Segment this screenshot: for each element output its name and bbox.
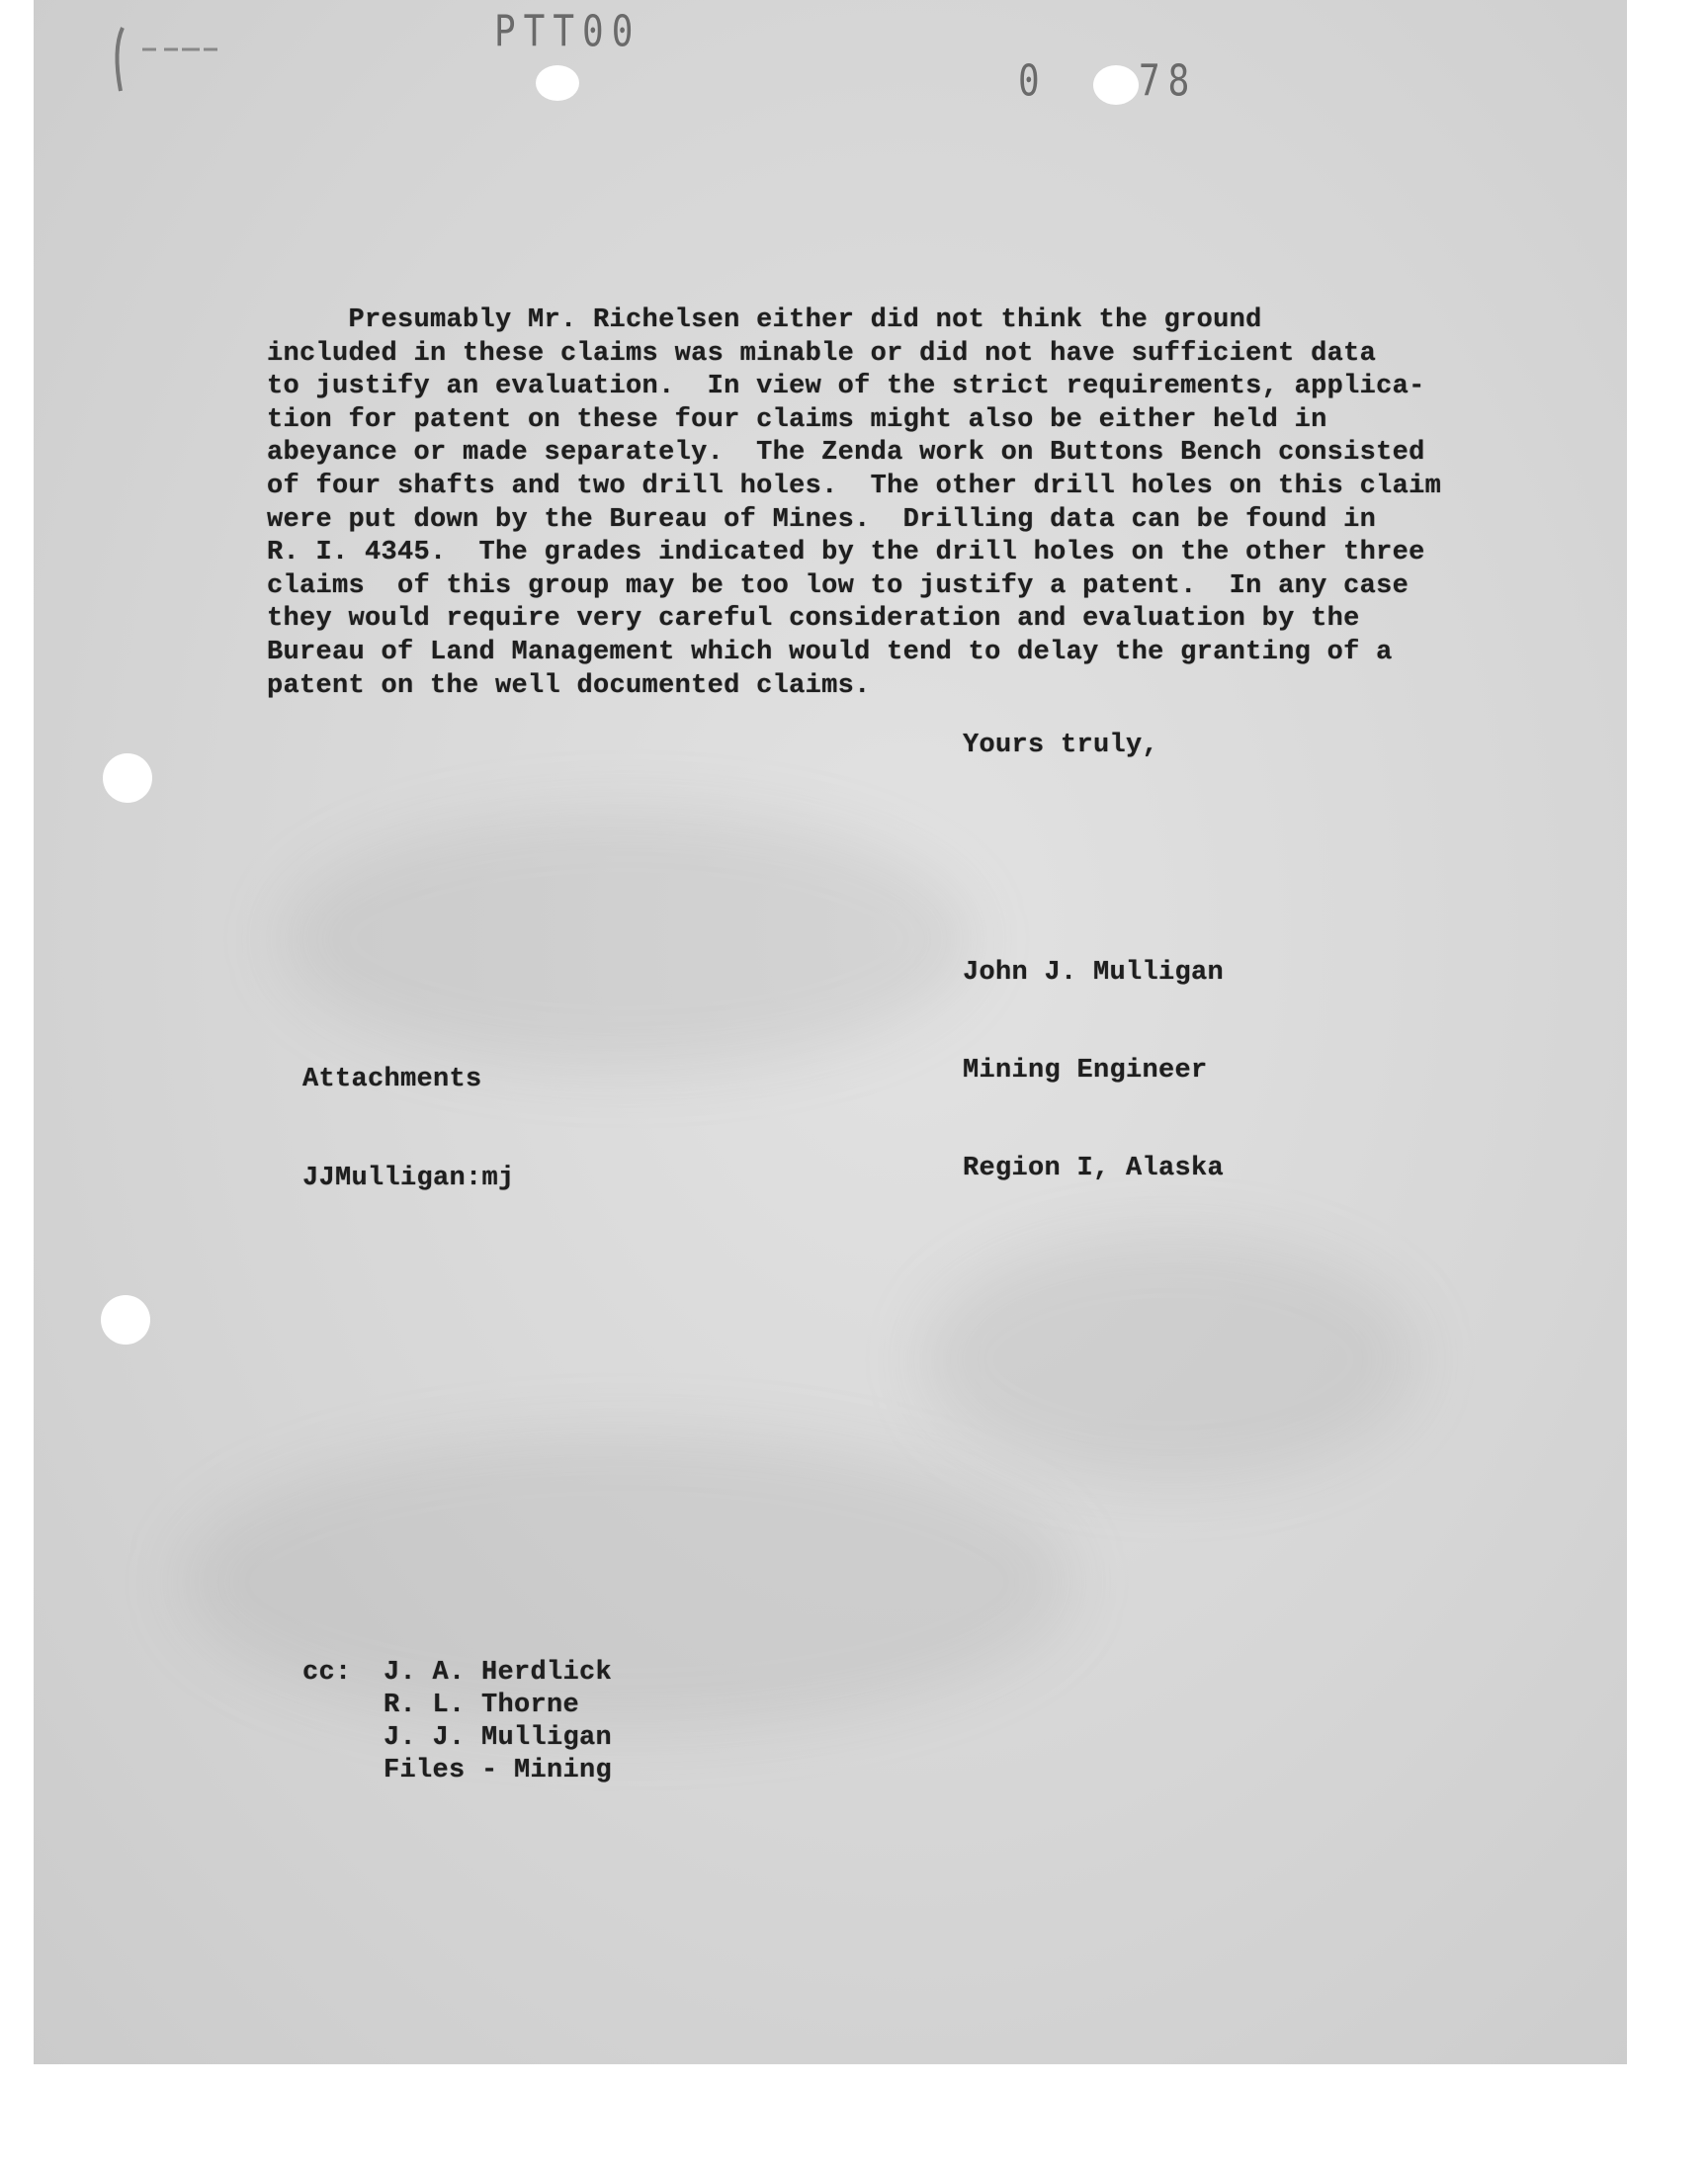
body-line: tion for patent on these four claims might also be either held in — [267, 404, 1327, 435]
top-handwritten-mark: PTT00 — [494, 7, 641, 57]
page-number-left: 0 — [1018, 56, 1048, 107]
punch-hole-top — [536, 65, 579, 101]
cc-recipient: J. J. Mulligan — [384, 1723, 613, 1753]
letter-body — [267, 304, 1502, 703]
punch-hole-left-lower — [101, 1295, 150, 1345]
cc-list — [384, 1657, 612, 1787]
body-line: included in these claims was minable or did not have sufficient data — [267, 338, 1377, 369]
signature-region: Region I, Alaska — [963, 1154, 1225, 1183]
body-line: they would require very careful consideration and evaluation by the — [267, 604, 1360, 635]
punch-hole-right-top — [1093, 65, 1139, 105]
body-line: were put down by the Bureau of Mines. Drilling data can be found in — [267, 504, 1377, 535]
punch-hole-left-middle — [103, 753, 152, 803]
body-line: R. I. 4345. The grades indicated by the drill holes on the other three — [267, 538, 1425, 568]
closing: Yours truly, — [963, 731, 1159, 760]
body-line: claims of this group may be too low to justify a patent. In any case — [267, 570, 1409, 601]
body-line: Bureau of Land Management which would tend to delay the granting of a — [267, 637, 1393, 667]
cc-label: cc: — [302, 1658, 352, 1688]
cc-recipient: R. L. Thorne — [384, 1691, 580, 1720]
body-line: Presumably Mr. Richelsen either did not think the ground — [267, 305, 1262, 335]
signature-block — [963, 892, 1224, 1218]
reference-initials: JJMulligan:mj — [302, 1164, 515, 1193]
bracket-mark — [93, 20, 241, 99]
signature-name: John J. Mulligan — [963, 958, 1225, 988]
body-line: patent on the well documented claims. — [267, 670, 871, 701]
body-line: to justify an evaluation. In view of the strict requirements, applica- — [267, 372, 1425, 402]
body-line: abeyance or made separately. The Zenda work on Buttons Bench consisted — [267, 438, 1425, 469]
body-line: of four shafts and two drill holes. The other drill holes on this claim — [267, 471, 1442, 501]
signature-title: Mining Engineer — [963, 1056, 1208, 1086]
page-number-right: 78 — [1139, 56, 1198, 107]
cc-recipient: Files - Mining — [384, 1756, 613, 1785]
attachments-label: Attachments — [302, 1065, 482, 1094]
cc-recipient: J. A. Herdlick — [384, 1658, 613, 1688]
